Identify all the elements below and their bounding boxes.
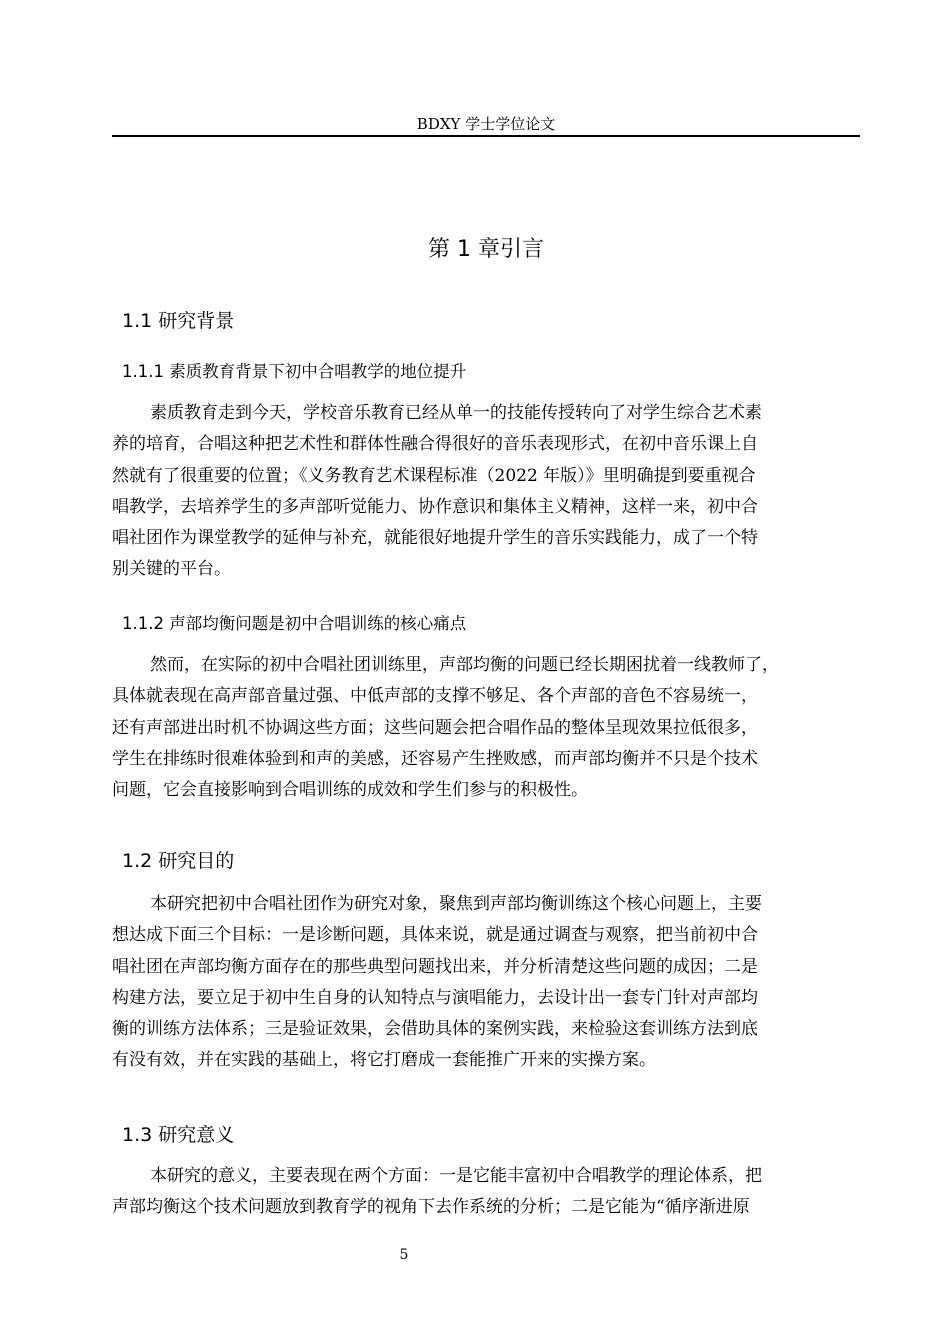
paragraph-line: 问题，它会直接影响到合唱训练的成效和学生们参与的积极性。 [112,780,588,801]
paragraph-line: 唱教学，去培养学生的多声部听觉能力、协作意识和集体主义精神，这样一来，初中合 [112,496,758,517]
paragraph-1-3 [112,1161,860,1224]
paragraph-line: 本研究把初中合唱社团作为研究对象，聚焦到声部均衡训练这个核心问题上，主要 [150,894,762,914]
subsection-heading-1-1-2: 1.1.2 声部均衡问题是初中合唱训练的核心痛点 [122,614,467,633]
paragraph-line: 构建方法，要立足于初中生自身的认知特点与演唱能力，去设计出一套专门针对声部均 [112,987,758,1008]
paragraph-line: 有没有效，并在实践的基础上，将它打磨成一套能推广开来的实操方案。 [112,1050,656,1071]
header-rule [112,135,860,137]
paragraph-1-2 [112,889,860,1077]
section-heading-1-1: 1.1 研究背景 [122,310,235,332]
paragraph-line: 学生在排练时很难体验到和声的美感，还容易产生挫败感，而声部均衡并不只是个技术 [112,748,758,769]
paragraph-line: 养的培育，合唱这种把艺术性和群体性融合得很好的音乐表现形式，在初中音乐课上自 [112,434,758,455]
paragraph-line: 然就有了很重要的位置；《义务教育艺术课程标准（2022 年版）》里明确提到要重视合 [112,465,756,486]
running-header: BDXY 学士学位论文 [416,115,556,133]
section-heading-1-3: 1.3 研究意义 [122,1124,235,1146]
paragraph-line: 唱社团作为课堂教学的延伸与补充，就能很好地提升学生的音乐实践能力，成了一个特 [112,528,758,549]
paragraph-line: 别关键的平台。 [112,559,231,580]
paragraph-line: 衡的训练方法体系；三是验证效果，会借助具体的案例实践，来检验这套训练方法到底 [112,1019,758,1040]
paragraph-line: 具体就表现在高声部音量过强、中低声部的支撑不够足、各个声部的音色不容易统一， [112,686,758,707]
section-heading-1-2: 1.2 研究目的 [122,850,235,872]
paragraph-line: 唱社团在声部均衡方面存在的那些典型问题找出来，并分析清楚这些问题的成因；二是 [112,956,758,977]
paragraph-line: 本研究的意义，主要表现在两个方面：一是它能丰富初中合唱教学的理论体系，把 [150,1166,762,1186]
paragraph-line: 然而，在实际的初中合唱社团训练里，声部均衡的问题已经长期困扰着一线教师了， [150,655,779,675]
paragraph-1-1-1 [112,398,860,586]
paragraph-line: 还有声部进出时机不协调这些方面；这些问题会把合唱作品的整体呈现效果拉低很多， [112,717,758,738]
paragraph-1-1-2 [112,650,860,806]
subsection-heading-1-1-1: 1.1.1 素质教育背景下初中合唱教学的地位提升 [122,362,467,381]
paragraph-line: 素质教育走到今天，学校音乐教育已经从单一的技能传授转向了对学生综合艺术素 [150,403,762,423]
chapter-title: 第 1 章引言 [428,237,544,262]
paragraph-line: 声部均衡这个技术问题放到教育学的视角下去作系统的分析；二是它能为“循序渐进原 [112,1197,750,1218]
paragraph-line: 想达成下面三个目标：一是诊断问题，具体来说，就是通过调查与观察，把当前初中合 [112,925,758,946]
page-number: 5 [399,1247,409,1263]
